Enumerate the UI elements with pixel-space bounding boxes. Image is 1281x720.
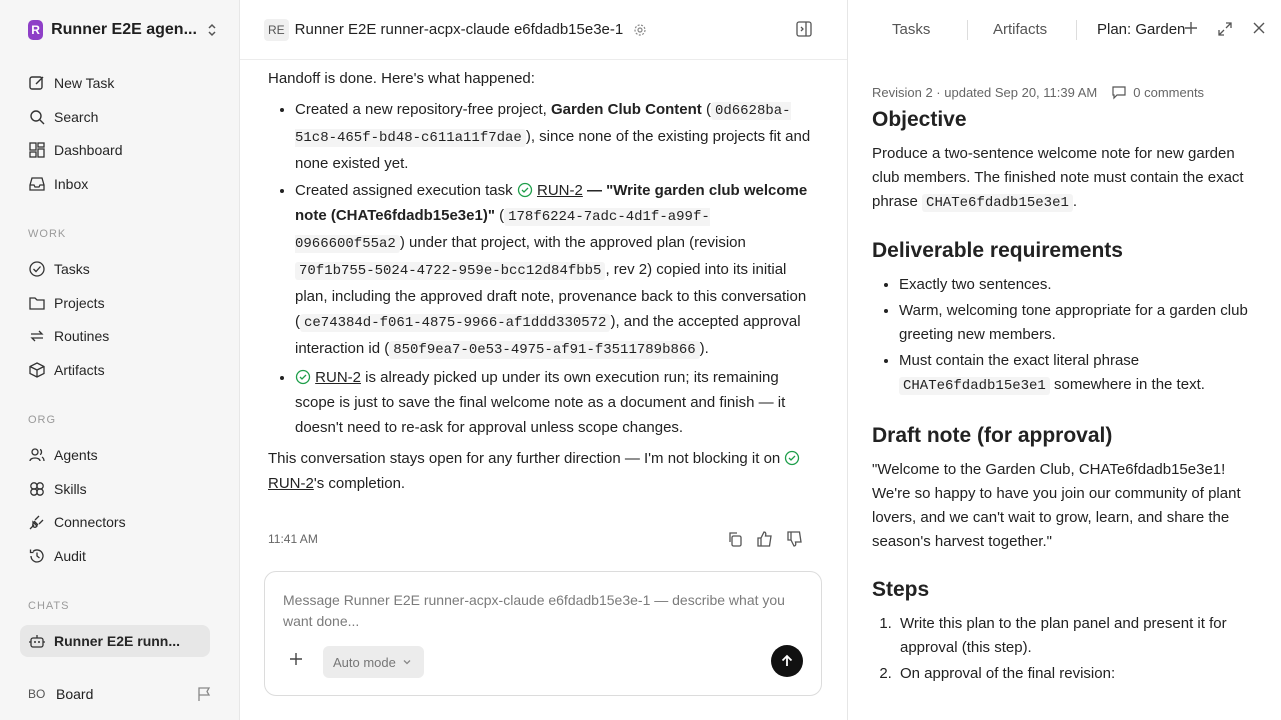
steps-list [896,612,1262,686]
section-chats-label: CHATS [28,600,70,612]
revision-info: Revision 2 · updated Sep 20, 11:39 AM [872,84,1098,100]
run-2-link[interactable]: RUN-2 [536,182,583,199]
nav-label: New Task [54,75,115,91]
thumbs-up-icon[interactable] [756,530,774,548]
tab-plan[interactable]: Plan: Garden [1097,21,1186,38]
message-composer[interactable] [264,571,822,696]
nav-label: Search [54,109,99,125]
task-id: 178f6224-7adc-4d1f-a99f-0966600f55a2 [295,209,710,252]
inbox-icon [28,175,46,193]
nav-label: Artifacts [54,362,105,378]
board-label: Board [56,686,94,702]
draft-heading: Draft note (for approval) [872,424,1113,447]
message-timestamp: 11:41 AM [268,532,318,546]
expand-icon[interactable] [1217,21,1233,37]
sidebar [0,0,240,720]
add-tab-icon[interactable] [1184,21,1198,35]
nav-projects[interactable] [20,287,210,319]
phrase-code: CHATe6fdadb15e3e1 [922,194,1073,212]
section-org-label: ORG [28,414,57,426]
assistant-message [268,66,813,500]
tab-tasks[interactable]: Tasks [892,21,931,38]
chat-header [240,0,847,60]
mode-select[interactable] [323,646,424,678]
chat-area [240,0,847,720]
workspace-logo: R [28,20,43,40]
robot-icon [28,632,46,650]
thumbs-down-icon[interactable] [786,530,804,548]
nav-artifacts[interactable] [20,354,210,386]
objective-text: Produce a two-sentence welcome note for new garden club members. The finished note must contain the exact phrase CHATe6fdadb15e3e1 . [872,145,1244,211]
project-name: Garden Club Content [550,101,702,118]
nav-agents[interactable] [20,439,210,471]
chat-title: Runner E2E runner-acpx-claude e6fdadb15e3e-1 [294,21,624,38]
nav-inbox[interactable] [20,168,210,200]
nav-label: Projects [54,295,105,311]
mode-label: Auto mode [333,654,396,670]
interaction-id: 850f9ea7-0e53-4975-af91-f3511789b866 [389,341,699,359]
steps-heading: Steps [872,578,930,601]
agent-badge: RE [264,19,289,41]
message-list [295,97,813,440]
plug-icon [28,513,46,531]
task-title: — "Write garden club welcome note (CHATe6fdadb15e3e1)" [295,182,808,224]
check-circle-icon [28,260,46,278]
board-initials: BO [28,687,46,701]
send-button[interactable] [771,645,803,677]
nav-audit[interactable] [20,540,210,572]
comments-count[interactable]: 0 comments [1133,84,1205,100]
nav-label: Skills [54,481,87,497]
copy-icon[interactable] [726,530,744,548]
chevron-updown-icon [205,23,220,37]
nav-label: Routines [54,328,110,344]
composer-placeholder[interactable]: Message Runner E2E runner-acpx-claude e6fdadb15e3e-1 — describe what you want done... [283,592,785,629]
tab-artifacts[interactable]: Artifacts [993,21,1048,38]
nav-connectors[interactable] [20,506,210,538]
message-actions [726,530,804,548]
nav-label: Audit [54,548,86,564]
conversation-id: ce74384d-f061-4875-9966-af1ddd330572 [300,314,610,332]
edit-icon [28,74,46,92]
panel-tabs [848,0,1281,60]
nav-dashboard[interactable] [20,134,210,166]
flag-icon[interactable] [196,686,212,702]
tab-divider [1076,20,1077,40]
list-item: • Warm, welcoming tone appropriate for a garden club greeting new members. [899,299,1262,347]
gear-icon[interactable] [633,23,647,37]
nav-new-task[interactable] [20,67,210,99]
message-outro: This conversation stays open for any further direction — I'm not blocking it on RUN-2's completion. [268,446,813,496]
draft-note: "Welcome to the Garden Club, CHATe6fdadb15e3e1! We're so happy to have you join our community of plant lovers, and we can't wait to grow, learn, and share the season's harvest together." [872,461,1241,550]
run-2-link[interactable]: RUN-2 [315,369,362,386]
check-circle-icon [517,182,533,198]
chevron-down-icon [402,657,412,667]
run-2-link[interactable]: RUN-2 [268,475,314,492]
close-icon[interactable] [1252,21,1266,35]
skills-icon [28,480,46,498]
nav-label: Agents [54,447,98,463]
message-intro: Handoff is done. Here's what happened: [268,70,535,87]
nav-label: Inbox [54,176,89,192]
revision-id: 70f1b755-5024-4722-959e-bcc12d84fbb5 [295,262,605,280]
arrow-up-icon [780,654,794,668]
plan-meta [872,80,1262,104]
objective-heading: Objective [872,108,967,131]
history-icon [28,547,46,565]
nav-label: Connectors [54,514,126,530]
box-icon [28,361,46,379]
panel-toggle-icon[interactable] [795,20,813,38]
plan-document [872,80,1262,688]
tab-divider [967,20,968,40]
list-item: • Created assigned execution task RUN-2 — "Write garden club welcome note (CHATe6fdadb15e3e1)" ( 178f6224-7adc-4d1f-a99f-0966600f55a2 ) under that project, with the approved plan (revision 70f1b755-5024-4722-959e-bcc12d84fbb5 , rev 2) copied into its initial plan, including the approved draft note, provenance back to this conversation ( ce74384d-f061-4875-9966-af1ddd330572 ), and the accepted approval interaction id ( 850f9ea7-0e53-4975-af91-f3511789b866 ). [295,178,813,363]
list-item: 2. On approval of the final revision: [896,662,1262,686]
phrase-code: CHATe6fdadb15e3e1 [899,377,1050,395]
nav-tasks[interactable] [20,253,210,285]
list-item: • RUN-2 is already picked up under its own execution run; its remaining scope is just to save the final welcome note as a document and finish — it doesn't need to re-ask for approval unless scope changes. [295,365,813,440]
list-item: • Created a new repository-free project, Garden Club Content ( 0d6628ba-51c8-465f-bd48-c611a11f7dae ), since none of the existing projects fit and none existed yet. [295,97,813,176]
requirements-heading: Deliverable requirements [872,239,1123,262]
section-work-label: WORK [28,228,67,240]
repeat-icon [28,327,46,345]
project-id: 0d6628ba-51c8-465f-bd48-c611a11f7dae [295,103,791,146]
chat-item-label: Runner E2E runn... [54,633,181,649]
check-circle-icon [295,369,311,385]
board-switcher[interactable] [20,680,220,708]
users-icon [28,446,46,464]
search-icon [28,108,46,126]
comment-icon[interactable] [1111,84,1127,100]
list-item: 1. Write this plan to the plan panel and present it for approval (this step). [896,612,1262,660]
nav-label: Dashboard [54,142,123,158]
add-attachment-icon[interactable] [289,652,303,666]
nav-search[interactable] [20,101,210,133]
workspace-switcher[interactable] [20,14,220,46]
check-circle-icon [784,450,800,466]
chat-item-runner[interactable] [20,625,210,657]
workspace-name: Runner E2E agen... [51,21,197,38]
list-item: • Exactly two sentences. [899,273,1262,297]
nav-label: Tasks [54,261,90,277]
requirements-list [899,273,1262,398]
nav-skills[interactable] [20,473,210,505]
plan-panel [847,0,1280,720]
dashboard-icon [28,141,46,159]
folder-icon [28,294,46,312]
nav-routines[interactable] [20,320,210,352]
list-item: • Must contain the exact literal phrase CHATe6fdadb15e3e1 somewhere in the text. [899,349,1262,398]
